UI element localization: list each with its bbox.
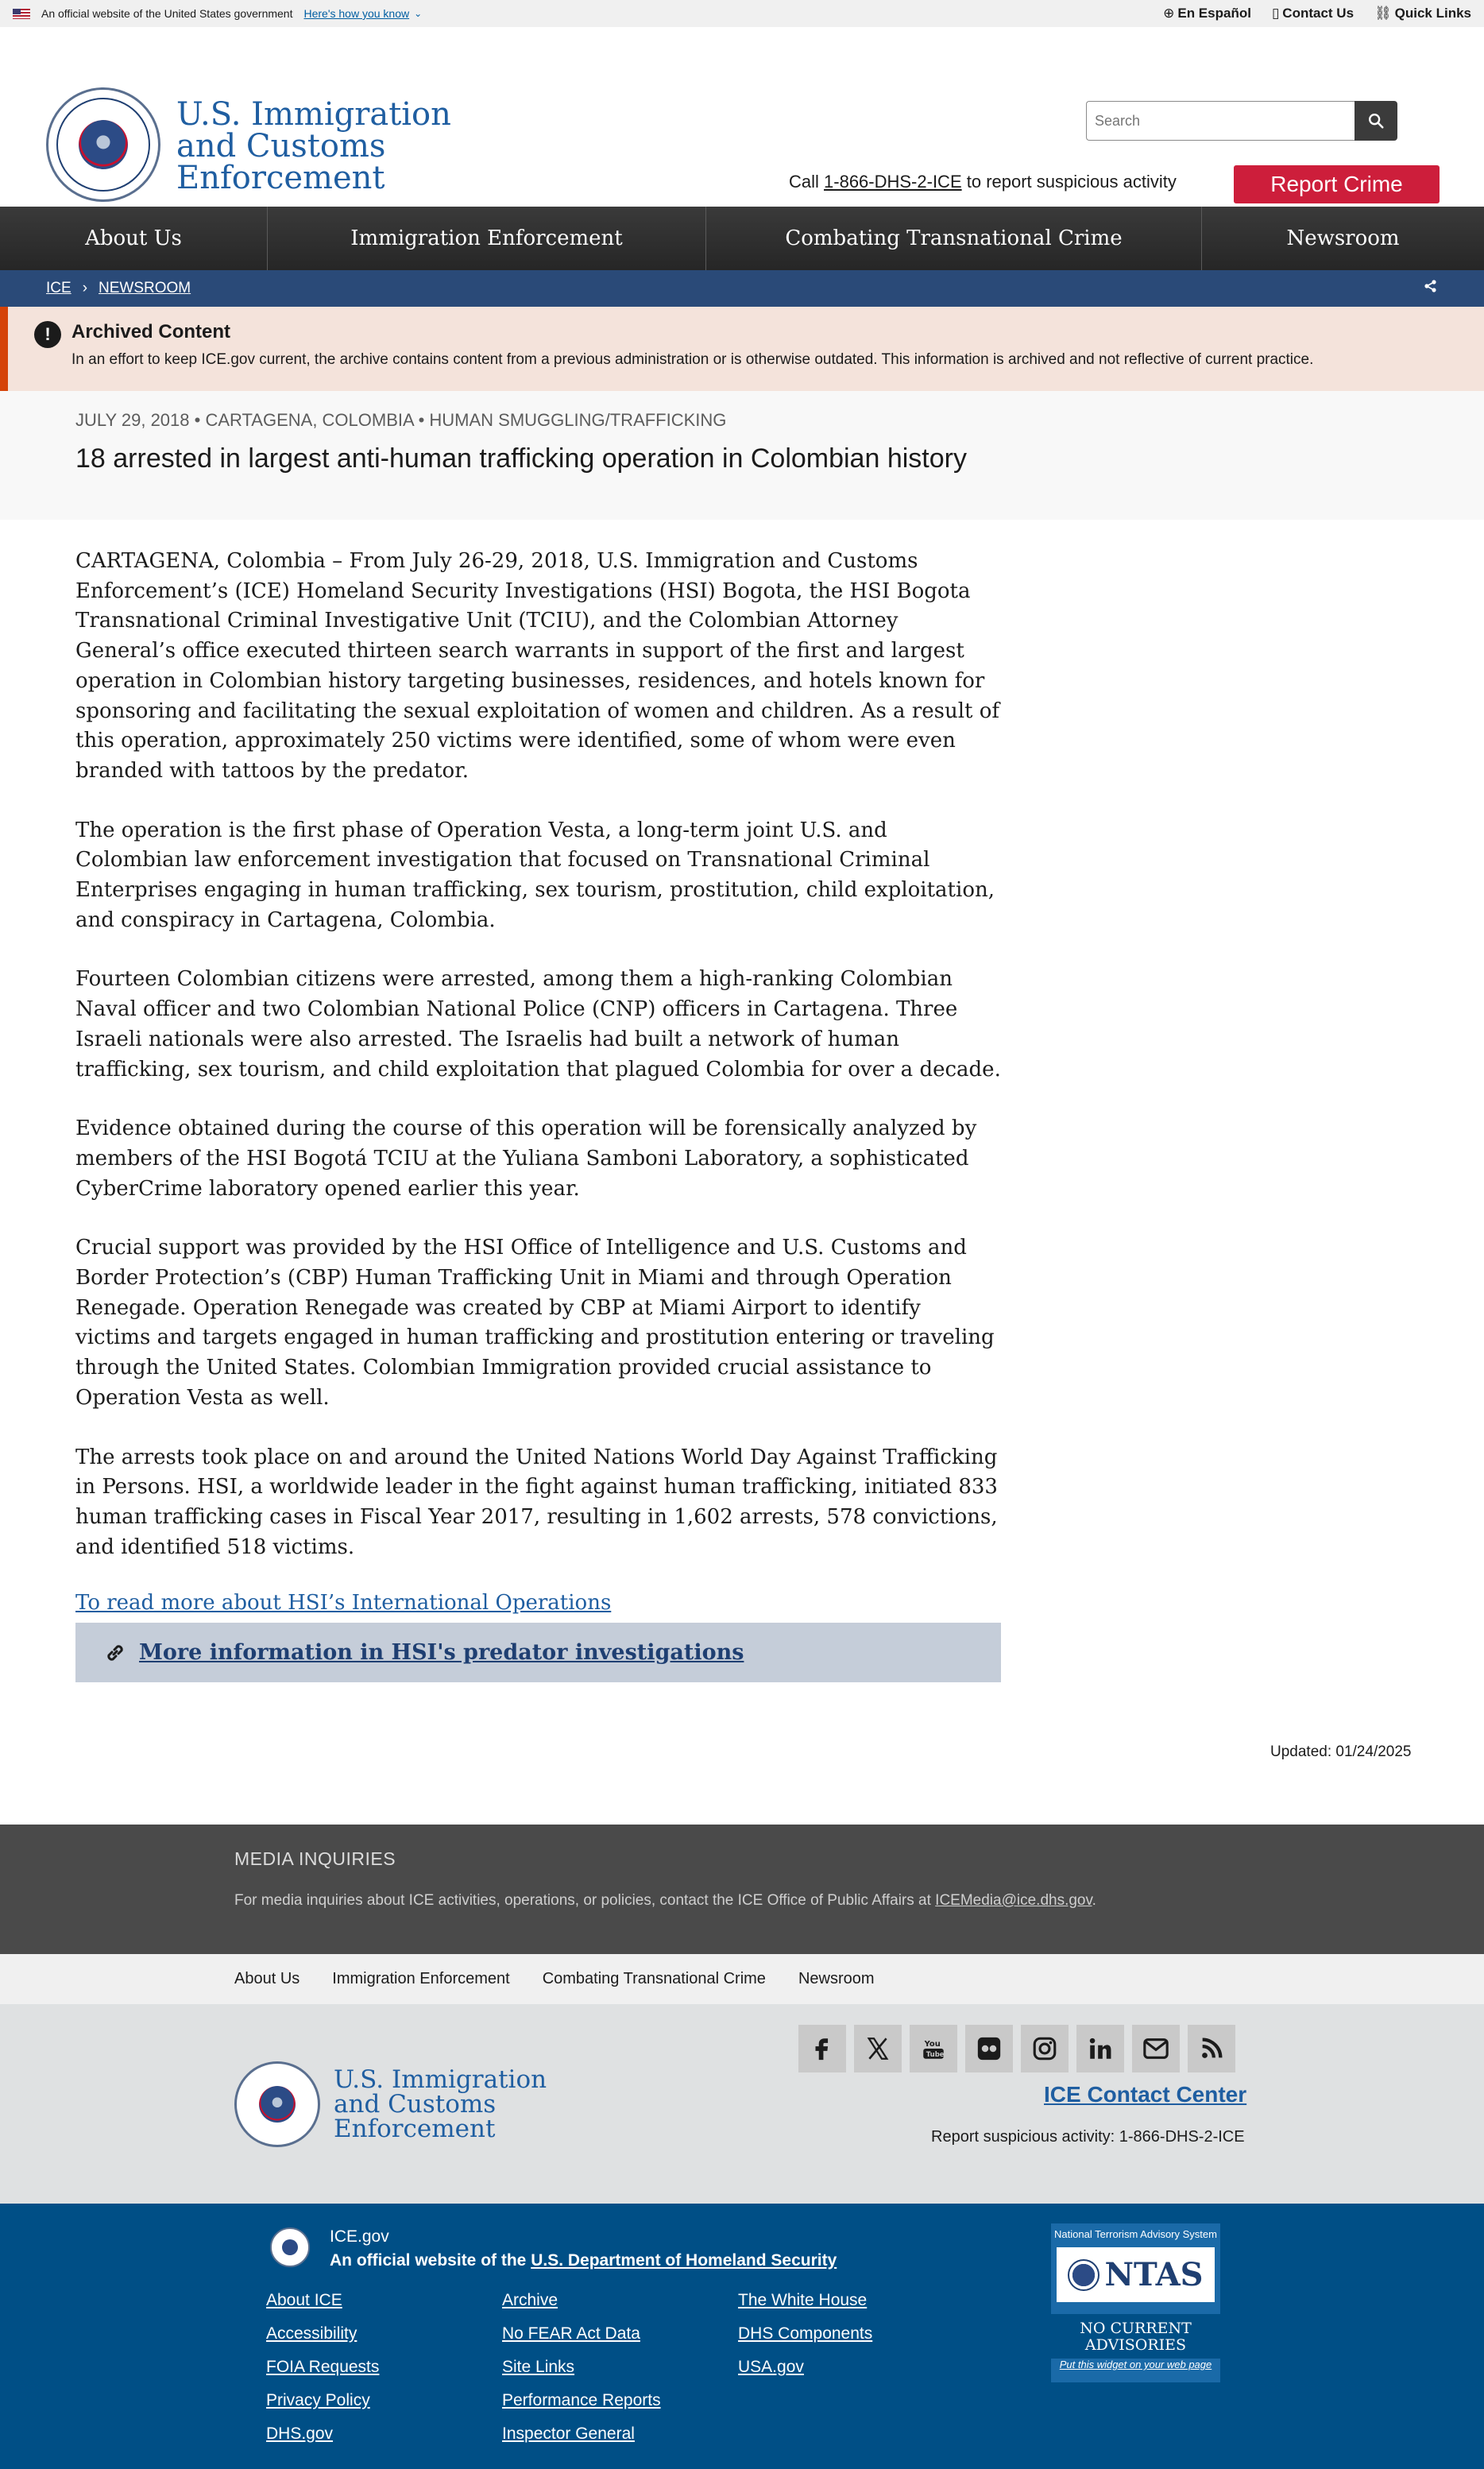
rss-icon[interactable] <box>1188 2025 1235 2072</box>
search-icon <box>1367 112 1385 130</box>
page-title: 18 arrested in largest anti-human trafficking operation in Colombian history <box>75 443 967 474</box>
report-crime-button[interactable]: Report Crime <box>1234 165 1440 203</box>
updated-date: Updated: 01/24/2025 <box>1270 1743 1412 1760</box>
identifier-link[interactable]: FOIA Requests <box>266 2358 380 2376</box>
identifier-link[interactable]: Privacy Policy <box>266 2391 370 2409</box>
gov-banner <box>0 0 1484 27</box>
ntas-logo: NTAS <box>1054 2245 1217 2305</box>
footer-nav <box>0 1954 1484 2004</box>
share-icon[interactable] <box>1424 279 1438 298</box>
flickr-icon[interactable] <box>965 2025 1013 2072</box>
site-header <box>0 27 1484 207</box>
footer-report-line: Report suspicious activity: 1-866-DHS-2-ICE <box>931 2128 1245 2146</box>
espanol-link[interactable]: ⊕ En Español <box>1163 6 1251 21</box>
social-links <box>798 2025 1235 2072</box>
identifier-link[interactable]: Inspector General <box>502 2424 635 2443</box>
footer-nav-newsroom[interactable]: Newsroom <box>798 1970 875 1987</box>
media-title: MEDIA INQUIRIES <box>234 1848 396 1869</box>
footer-nav-combating-transnational-crime[interactable]: Combating Transnational Crime <box>542 1970 766 1987</box>
svg-text:You: You <box>924 2040 941 2049</box>
dhs-seal-logo[interactable] <box>46 87 160 202</box>
site-identifier <box>0 2204 1484 2469</box>
identifier-link[interactable]: DHS.gov <box>266 2424 334 2443</box>
archived-text: In an effort to keep ICE.gov current, the archive contains content from a previous administration or is otherwise outdated. This information is archived and not reflective of current practice. <box>71 351 1314 368</box>
ntas-seal-icon <box>1068 2259 1099 2291</box>
nav-combating-transnational-crime[interactable]: Combating Transnational Crime <box>706 207 1202 270</box>
svg-text:Tube: Tube <box>926 2050 945 2059</box>
agency-name-logo[interactable]: U.S. Immigration and Customs Enforcement <box>176 96 451 196</box>
report-tip-line: Call 1-866-DHS-2-ICE to report suspicious activity <box>789 172 1177 192</box>
identifier-dhs-seal <box>270 2227 310 2267</box>
ntas-title: National Terrorism Advisory System <box>1054 2228 1217 2240</box>
footer-nav-immigration-enforcement[interactable]: Immigration Enforcement <box>332 1970 510 1987</box>
breadcrumb-newsroom[interactable]: NEWSROOM <box>99 280 191 296</box>
x-icon[interactable] <box>854 2025 902 2072</box>
identifier-domain: ICE.gov <box>330 2227 389 2246</box>
article-paragraph: The operation is the first phase of Operation Vesta, a long-term joint U.S. and Colombian law enforcement investigation that focused on Transnational Criminal Enterprises engaging in human trafficking, sex tourism, prostitution, child exploitation, and conspiracy in Cartagena, Colombia. <box>75 818 995 932</box>
official-site-text: An official website of the United States government <box>41 7 293 20</box>
identifier-links-col1 <box>266 2291 379 2443</box>
identifier-official: An official website of the U.S. Department of Homeland Security <box>330 2251 837 2270</box>
main-nav <box>0 207 1484 270</box>
identifier-link[interactable]: No FEAR Act Data <box>502 2324 640 2343</box>
media-email-link[interactable]: ICEMedia@ice.dhs.gov <box>935 1892 1092 1909</box>
identifier-link[interactable]: Archive <box>502 2291 558 2309</box>
top-links <box>1163 6 1471 21</box>
archived-title: Archived Content <box>71 321 231 342</box>
linkedin-icon[interactable] <box>1076 2025 1124 2072</box>
identifier-links-col3 <box>738 2291 872 2376</box>
search-button[interactable] <box>1355 101 1397 141</box>
nav-about-us[interactable]: About Us <box>0 207 268 270</box>
footer-dhs-seal[interactable] <box>234 2061 320 2147</box>
contact-us-link[interactable]: ▯ Contact Us <box>1271 6 1355 21</box>
identifier-link[interactable]: About ICE <box>266 2291 342 2309</box>
link-icon <box>104 1642 126 1664</box>
nav-newsroom[interactable]: Newsroom <box>1286 226 1400 250</box>
media-text: For media inquiries about ICE activities, operations, or policies, contact the ICE Office of Public Affairs at ICEMedia@ice.dhs.gov. <box>234 1892 1096 1909</box>
ntas-widget[interactable] <box>1051 2223 1220 2382</box>
identifier-link[interactable]: Site Links <box>502 2358 575 2376</box>
phone-icon: ▯ <box>1271 6 1280 21</box>
article-body <box>75 547 1001 1619</box>
predator-investigations-link[interactable]: More information in HSI's predator investigations <box>139 1640 744 1665</box>
identifier-link[interactable]: Performance Reports <box>502 2391 661 2409</box>
ice-contact-center-link[interactable]: ICE Contact Center <box>1044 2082 1247 2107</box>
identifier-link[interactable]: DHS Components <box>738 2324 873 2343</box>
quick-links-link[interactable]: ⛓ Quick Links <box>1374 6 1471 21</box>
footer-nav-about-us[interactable]: About Us <box>234 1970 300 1987</box>
how-you-know-link[interactable]: Here's how you know <box>303 7 410 20</box>
breadcrumb-ice[interactable]: ICE <box>46 280 71 296</box>
media-inquiries <box>0 1825 1484 1954</box>
alert-icon: ! <box>34 321 61 348</box>
instagram-icon[interactable] <box>1021 2025 1069 2072</box>
identifier-link[interactable]: USA.gov <box>738 2358 804 2376</box>
archived-content-alert <box>0 307 1484 391</box>
footer-agency-logo[interactable]: U.S. Immigration and Customs Enforcement <box>334 2065 547 2143</box>
predator-info-box <box>75 1623 1001 1682</box>
article-meta: JULY 29, 2018 • CARTAGENA, COLOMBIA • HUMAN SMUGGLING/TRAFFICKING <box>75 410 727 430</box>
article-paragraph: Fourteen Colombian citizens were arrested, among them a high-ranking Colombian Naval officer and two Colombian National Police (CNP) officers in Cartagena. Three Israeli nationals were also arrested. The Israelis had built a network of human trafficking, sex tourism, and child exploitation that plagued Colombia for over a decade. <box>75 967 1001 1082</box>
identifier-links-col2 <box>502 2291 661 2443</box>
international-operations-link[interactable]: To read more about HSI’s International Operations <box>75 1591 612 1616</box>
ntas-widget-link[interactable]: Put this widget on your web page <box>1059 2359 1212 2370</box>
email-icon[interactable] <box>1132 2025 1180 2072</box>
ntas-status: NO CURRENT ADVISORIES <box>1051 2314 1220 2359</box>
breadcrumb-separator: › <box>82 280 88 296</box>
link-icon: ⛓ <box>1374 6 1392 21</box>
article-paragraph: Evidence obtained during the course of this operation will be forensically analyzed by members of the HSI Bogotá TCIU at the Yuliana Samboni Laboratory, a sophisticated CyberCrime laboratory opened earlier this year. <box>75 1116 977 1201</box>
footer-main <box>0 2004 1484 2204</box>
article-paragraph: Crucial support was provided by the HSI Office of Intelligence and U.S. Customs and Border Protection’s (CBP) Human Trafficking Unit in Miami and through Operation Renegade. Operation Renegade was created by CBP at Miami Airport to identify victims and targets engaged in human trafficking and prostitution entering or traveling through the United States. Colombian Immigration provided crucial assistance to Operation Vesta as well. <box>75 1236 995 1410</box>
dhs-link[interactable]: U.S. Department of Homeland Security <box>531 2251 837 2270</box>
search-input[interactable] <box>1086 101 1355 141</box>
article-paragraph: The arrests took place on and around the United Nations World Day Against Trafficking in Persons. HSI, a worldwide leader in the fight against human trafficking, initiated 833 human trafficking cases in Fiscal Year 2017, resulting in 1,602 arrests, 578 convictions, and identified 518 victims. <box>75 1445 998 1559</box>
chevron-down-icon[interactable]: ⌄ <box>414 8 423 19</box>
breadcrumb <box>0 270 1484 307</box>
nav-immigration-enforcement[interactable]: Immigration Enforcement <box>268 207 706 270</box>
youtube-icon[interactable] <box>910 2025 957 2072</box>
search-form <box>1086 101 1397 141</box>
identifier-link[interactable]: The White House <box>738 2291 868 2309</box>
article-paragraph: CARTAGENA, Colombia – From July 26-29, 2018, U.S. Immigration and Customs Enforcement’s (ICE) Homeland Security Investigations (HSI) Bogota, the HSI Bogota Transnational Criminal Investigative Unit (TCIU), and the Colombian Attorney General’s office executed thirteen search warrants in support of the first and largest operation in Colombian history targeting businesses, residences, and hotels known for sponsoring and facilitating the sexual exploitation of women and children. As a result of this operation, approximately 250 victims were identified, some of whom were even branded with tattoos by the predator. <box>75 549 1000 783</box>
tip-phone-link[interactable]: 1-866-DHS-2-ICE <box>824 172 962 192</box>
us-flag-icon <box>13 9 30 19</box>
article-header <box>0 391 1484 520</box>
globe-icon: ⊕ <box>1163 6 1175 21</box>
facebook-icon[interactable] <box>798 2025 846 2072</box>
identifier-link[interactable]: Accessibility <box>266 2324 357 2343</box>
